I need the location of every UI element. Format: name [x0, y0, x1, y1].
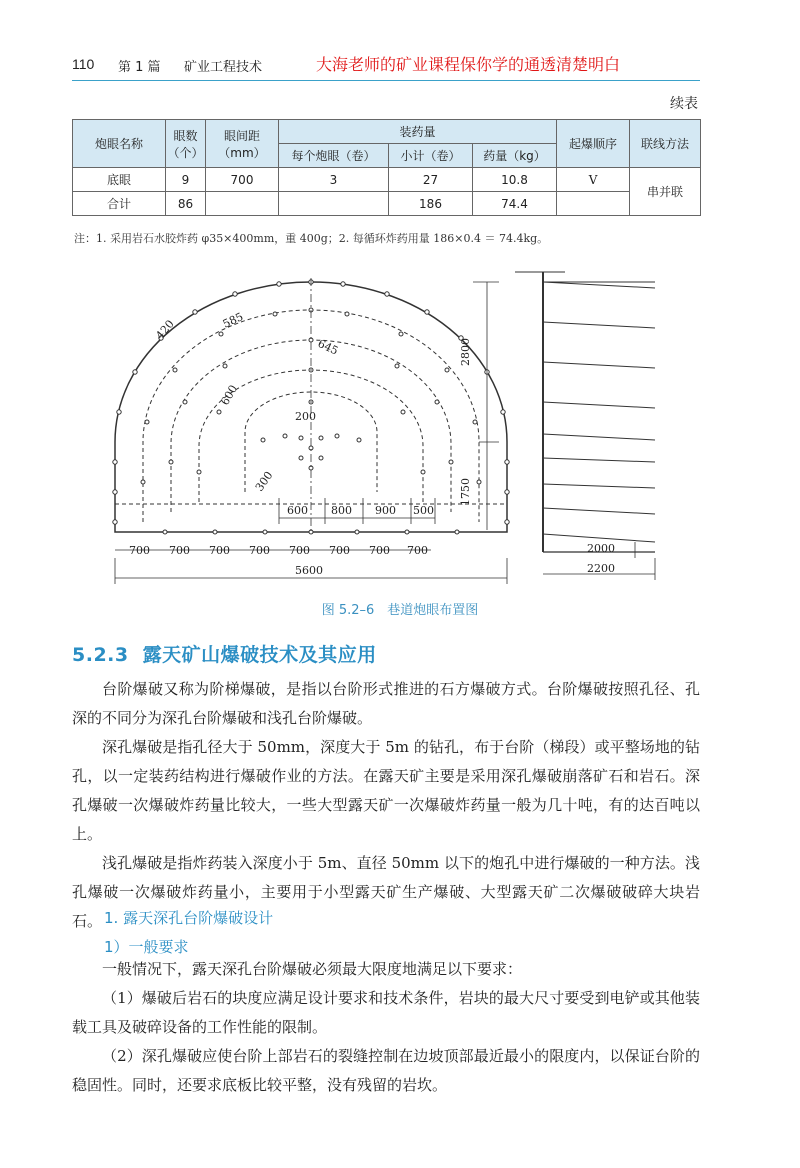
paragraph-4: 一般情况下，露天深孔台阶爆破必须最大限度地满足以下要求：: [102, 960, 523, 978]
table-continued-label: 续表: [670, 96, 698, 112]
dim-height-upper: 2800: [459, 338, 472, 366]
header-order: 起爆顺序: [557, 120, 630, 168]
paragraph-2: 深孔爆破是指孔径大于 50mm，深度大于 5m 的钻孔，布于台阶（梯段）或平整场地的钻孔，以一定装药结构进行爆破作业的方法。在露天矿主要是采用深孔爆破崩落矿石和岩石。深孔爆破一次爆破炸药量比较大，一些大型露天矿一次爆破炸药量一般为几十吨，有的达百吨以上。: [72, 738, 700, 843]
table-row: 合计 86 186 74.4: [73, 192, 701, 216]
dim-420: 420: [153, 317, 177, 342]
header-charge: 装药量: [279, 120, 557, 144]
table-row: 底眼 9 700 3 27 10.8 Ⅴ 串并联: [73, 168, 701, 192]
charge-table: [72, 119, 701, 216]
dim-500-bottom: 500: [413, 504, 434, 517]
header-amount: 药量（kg）: [473, 144, 557, 168]
dim-700: 700: [289, 544, 310, 557]
header-spacing: 眼间距（mm）: [206, 120, 279, 168]
part-label: 第 1 篇: [118, 60, 161, 75]
section-heading: [72, 640, 377, 667]
dim-700: 700: [129, 544, 150, 557]
tunnel-section-drawing: [113, 278, 509, 584]
dim-200: 200: [295, 410, 316, 423]
paragraph-3: 浅孔爆破是指炸药装入深度小于 5m、直径 50mm 以下的炮孔中进行爆破的一种方法。浅孔爆破一次爆破炸药量小，主要用于小型露天矿生产爆破、大型露天矿二次爆破破碎大块岩石。: [72, 854, 700, 930]
dim-total-width: 5600: [295, 564, 323, 577]
dim-900-bottom: 900: [375, 504, 396, 517]
dim-700: 700: [209, 544, 230, 557]
page-number: 110: [72, 56, 95, 72]
chapter-label: 矿业工程技术: [184, 60, 263, 75]
header-name: 炮眼名称: [73, 120, 166, 168]
header-divider: [72, 80, 700, 81]
blasthole-layout-figure: [95, 262, 675, 592]
header-connection: 联线方法: [630, 120, 701, 168]
subheading-1: 1. 露天深孔台阶爆破设计: [104, 909, 274, 927]
dim-585: 585: [220, 310, 246, 331]
dim-300: 300: [252, 469, 276, 494]
paragraph-6: （2）深孔爆破应使台阶上部岩石的裂缝控制在边坡顶部最近最小的限度内，以保证台阶的稳固性。同时，还要求底板比较平整，没有残留的岩坎。: [72, 1047, 700, 1094]
dim-700: 700: [369, 544, 390, 557]
connection-cell: 串并联: [630, 168, 701, 216]
paragraph-1: 台阶爆破又称为阶梯爆破，是指以台阶形式推进的石方爆破方式。台阶爆破按照孔径、孔深的不同分为深孔台阶爆破和浅孔台阶爆破。: [72, 680, 700, 727]
header-per-hole: 每个炮眼（卷）: [279, 144, 389, 168]
paragraph-5: （1）爆破后岩石的块度应满足设计要求和技术条件，岩块的最大尺寸要受到电铲或其他装载工具及破碎设备的工作性能的限制。: [72, 989, 700, 1036]
header-count: 眼数（个）: [166, 120, 206, 168]
tunnel-side-drawing: [515, 272, 655, 580]
dim-700: 700: [249, 544, 270, 557]
page-header: [72, 54, 700, 78]
watermark-text: 大海老师的矿业课程保你学的通透清楚明白: [316, 55, 621, 74]
dim-2200: 2200: [587, 562, 615, 575]
subheading-2: 1）一般要求: [104, 938, 189, 956]
figure-caption: 图 5.2–6 巷道炮眼布置图: [321, 603, 479, 618]
dim-700: 700: [407, 544, 428, 557]
table-note: 注：1. 采用岩石水胶炸药 φ35×400mm，重 400g；2. 每循环炸药用量 186×0.4 ＝ 74.4kg。: [74, 232, 549, 245]
section-number: 5.2.3: [72, 644, 129, 666]
section-title: 露天矿山爆破技术及其应用: [142, 644, 377, 666]
dim-height-lower: 1750: [459, 478, 472, 506]
header-subtotal: 小计（卷）: [389, 144, 473, 168]
dim-600-bottom: 600: [287, 504, 308, 517]
dim-700: 700: [329, 544, 350, 557]
dim-700: 700: [169, 544, 190, 557]
dim-600: 600: [218, 382, 241, 408]
dim-2000: 2000: [587, 542, 615, 555]
dim-645: 645: [315, 336, 341, 358]
dim-800-bottom: 800: [331, 504, 352, 517]
